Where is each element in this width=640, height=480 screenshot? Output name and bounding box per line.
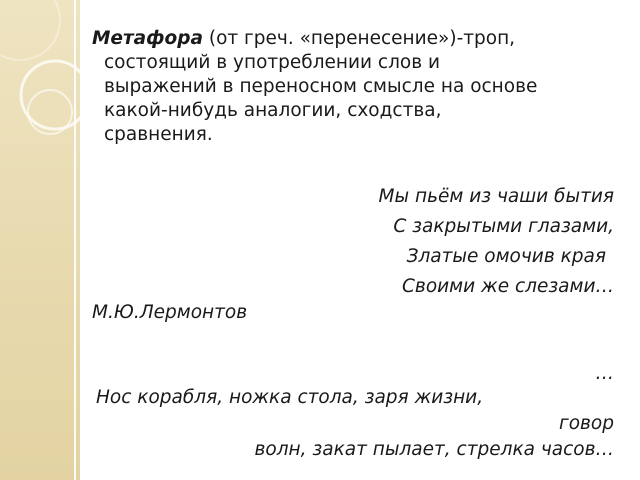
definition-line-1 (92, 27, 515, 50)
poem-line-1: Мы пьём из чаши бытия (378, 186, 614, 207)
examples-ellipsis: … (595, 363, 614, 384)
examples-line-1: Нос корабля, ножка стола, заря жизни, (96, 387, 484, 408)
definition-line-2: состоящий в употреблении слов и (104, 52, 441, 73)
examples-line-3: волн, закат пылает, стрелка часов… (254, 439, 614, 460)
definition-text-1: (от греч. «перенесение»)-троп, (202, 28, 516, 49)
definition-line-3: выражений в переносном смысле на основе (104, 76, 538, 97)
poem-line-2: С закрытыми глазами, (393, 216, 614, 237)
decorative-sidebar (0, 0, 80, 480)
examples-line-2: говор (558, 413, 614, 434)
sidebar-divider (74, 0, 76, 480)
definition-line-5: сравнения. (104, 124, 213, 145)
poem-line-4: Своими же слезами… (402, 276, 614, 297)
poem-author: М.Ю.Лермонтов (92, 302, 248, 323)
definition-line-4: какой-нибудь аналогии, сходства, (104, 100, 442, 121)
decorative-circles (0, 0, 80, 480)
term-metaphor: Метафора (92, 28, 203, 49)
poem-line-3: Златые омочив края (406, 246, 606, 267)
